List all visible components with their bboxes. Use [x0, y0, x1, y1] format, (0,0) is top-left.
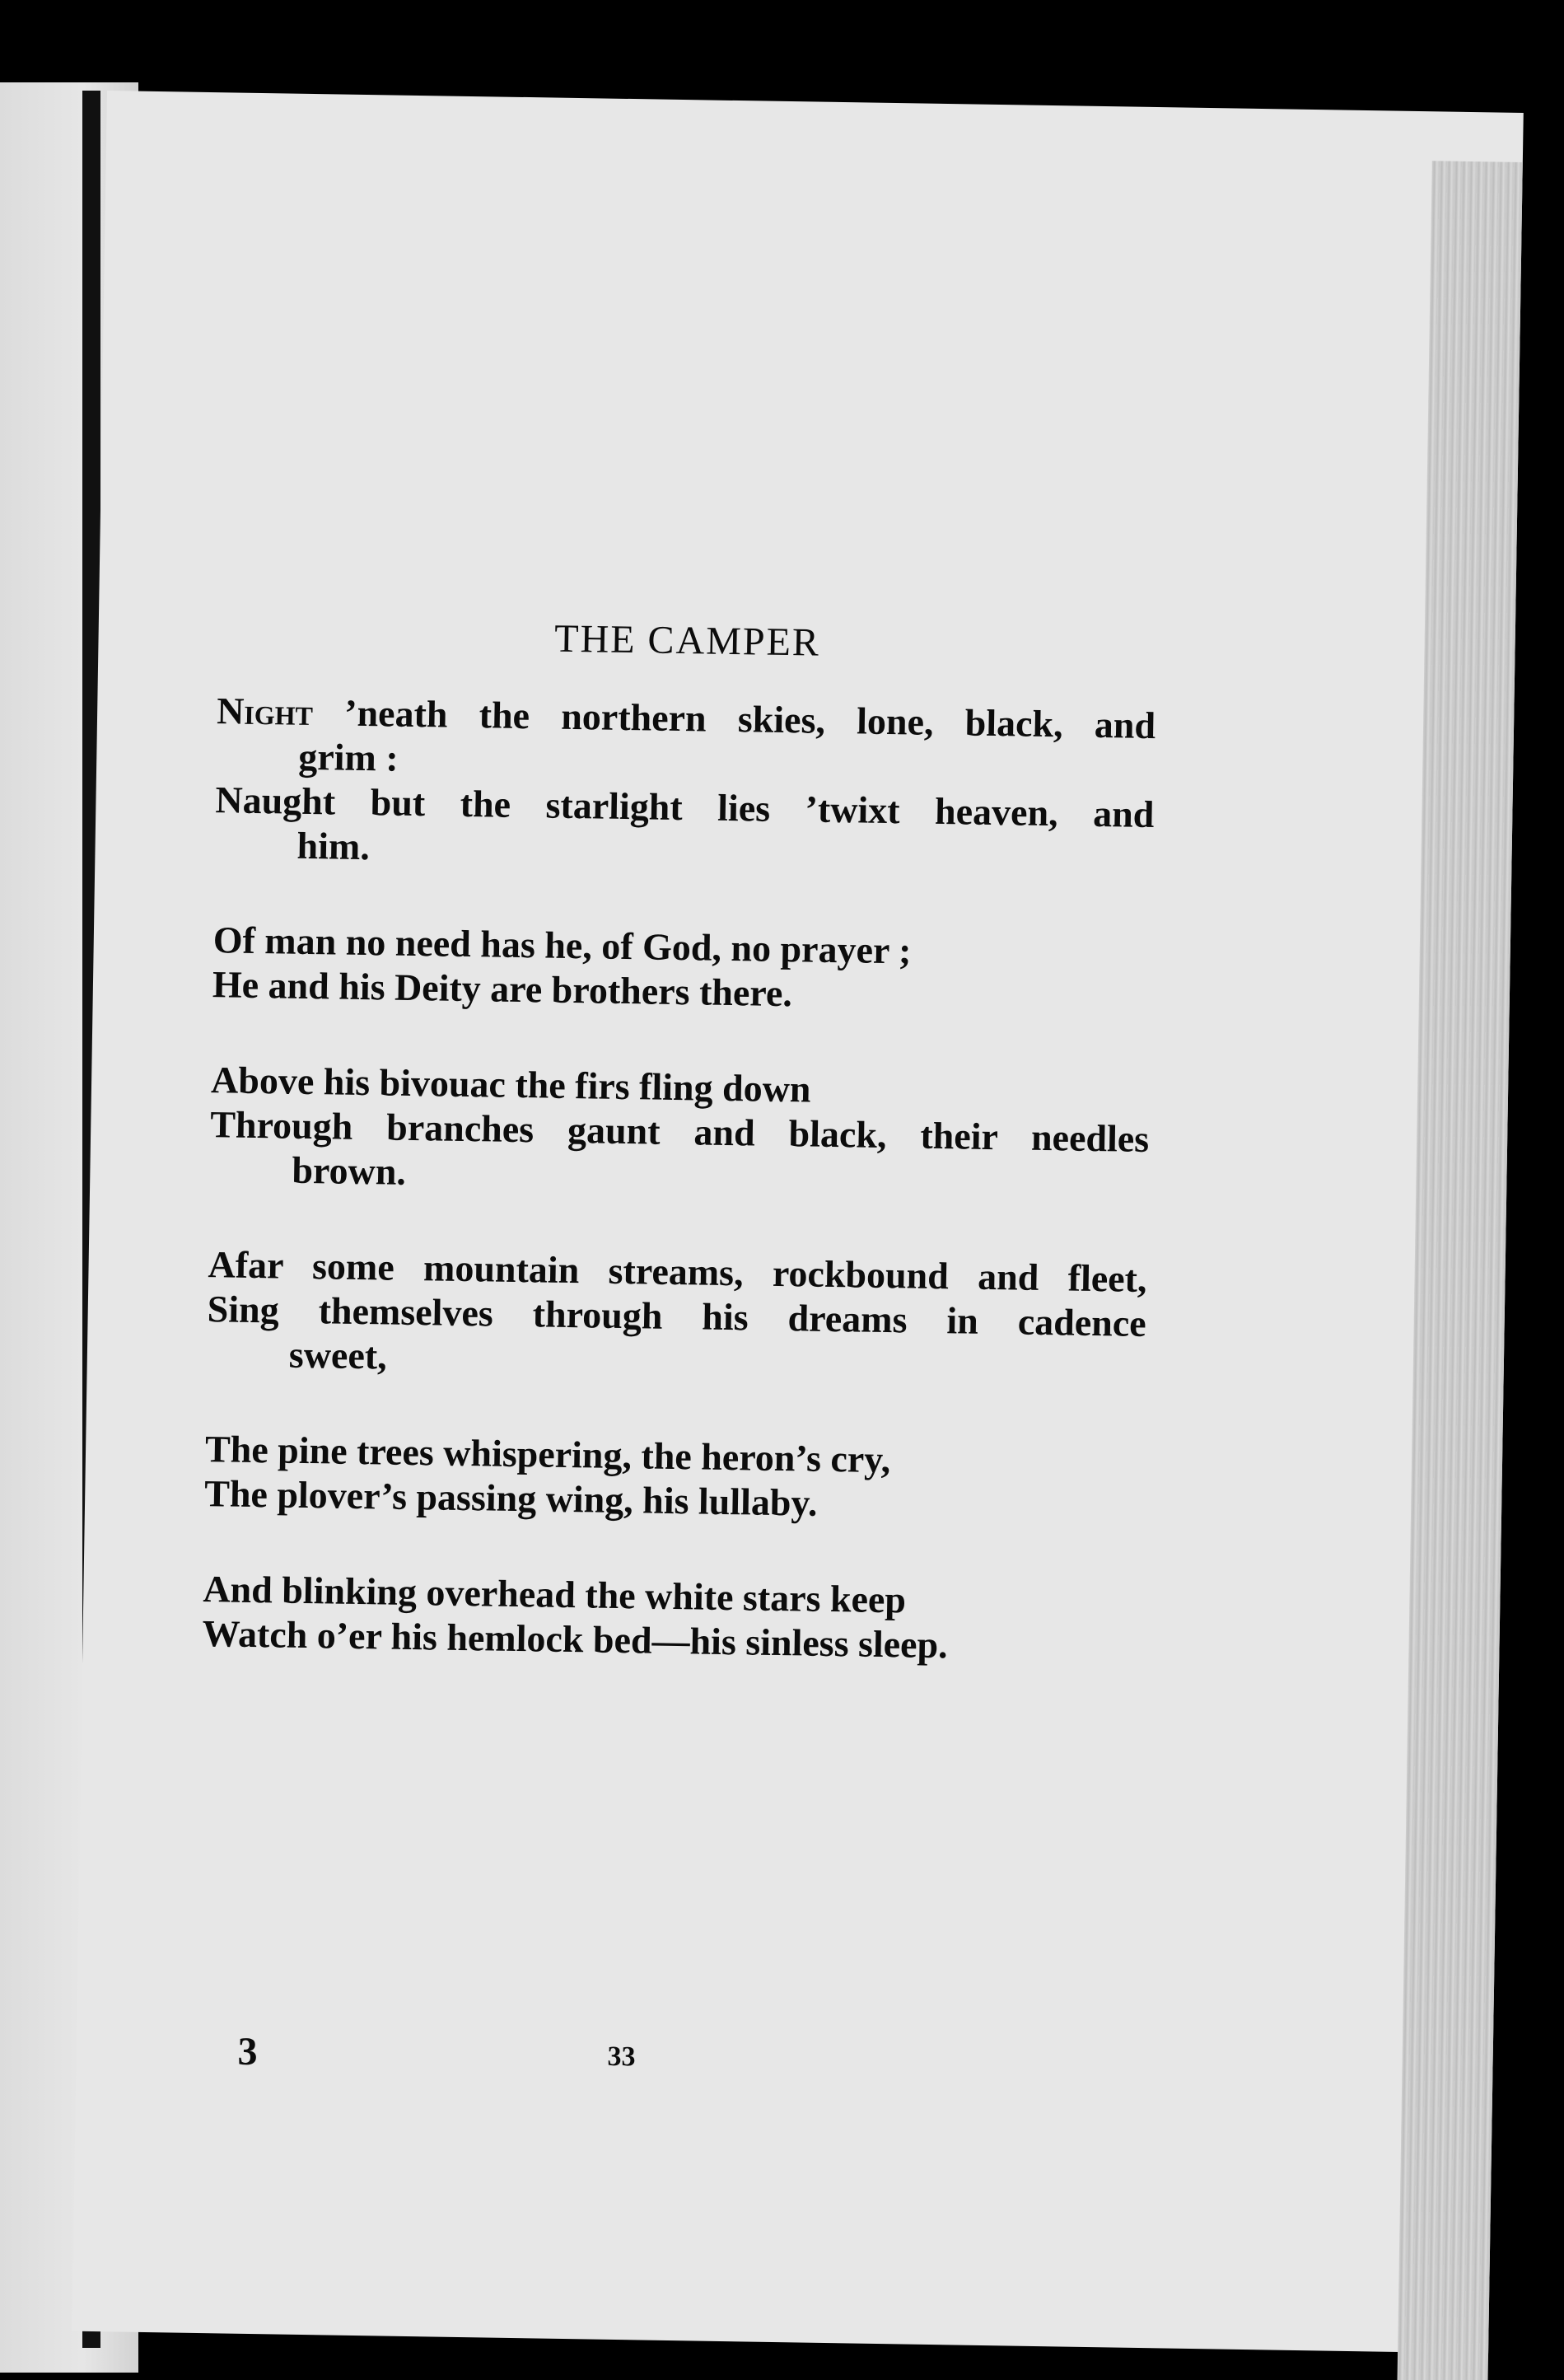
poem-line: Naught but the starlight lies ’twixt heaven, and	[215, 779, 1155, 836]
poem-line: Of man no need has he, of God, no prayer ;	[212, 919, 912, 972]
poem-line-continuation: him.	[296, 824, 371, 868]
stanza-2	[212, 918, 1153, 1022]
poem-line: Afar some mountain streams, rockbound and fleet,	[208, 1243, 1147, 1301]
poem-line-continuation: grim :	[297, 735, 399, 779]
page-stack-edge	[1397, 161, 1522, 2380]
poem-line: Sing themselves through his dreams in cadence	[207, 1288, 1147, 1344]
poem-line: Above his bivouac the firs fling down	[210, 1059, 811, 1111]
poem-line: Through branches gaunt and black, their needles	[209, 1103, 1150, 1161]
stanza-4	[207, 1242, 1147, 1391]
poem-line: The plover’s passing wing, his lullaby.	[203, 1472, 818, 1524]
page-number: 33	[607, 2041, 636, 2073]
signature-mark: 3	[237, 2029, 259, 2074]
poem-line-continuation: sweet,	[288, 1333, 388, 1377]
stanza-1	[214, 689, 1155, 881]
poem	[201, 611, 1157, 1722]
poem-title: THE CAMPER	[553, 616, 821, 665]
stanza-3	[209, 1058, 1150, 1206]
poem-line: He and his Deity are brothers there.	[212, 963, 793, 1015]
stanza-6	[202, 1567, 1142, 1671]
stanza-5	[204, 1427, 1145, 1531]
poem-line-continuation: brown.	[292, 1148, 407, 1193]
poem-line: The pine trees whispering, the heron’s cry,	[204, 1428, 891, 1481]
poem-line-text: ’neath the northern skies, lone, black, and	[312, 691, 1156, 747]
book-page	[72, 91, 1524, 2354]
poem-line: And blinking overhead the white stars keep	[203, 1568, 907, 1621]
poem-line: Watch o’er his hemlock bed—his sinless sleep.	[202, 1612, 949, 1667]
small-caps-opening: Night	[216, 690, 314, 734]
